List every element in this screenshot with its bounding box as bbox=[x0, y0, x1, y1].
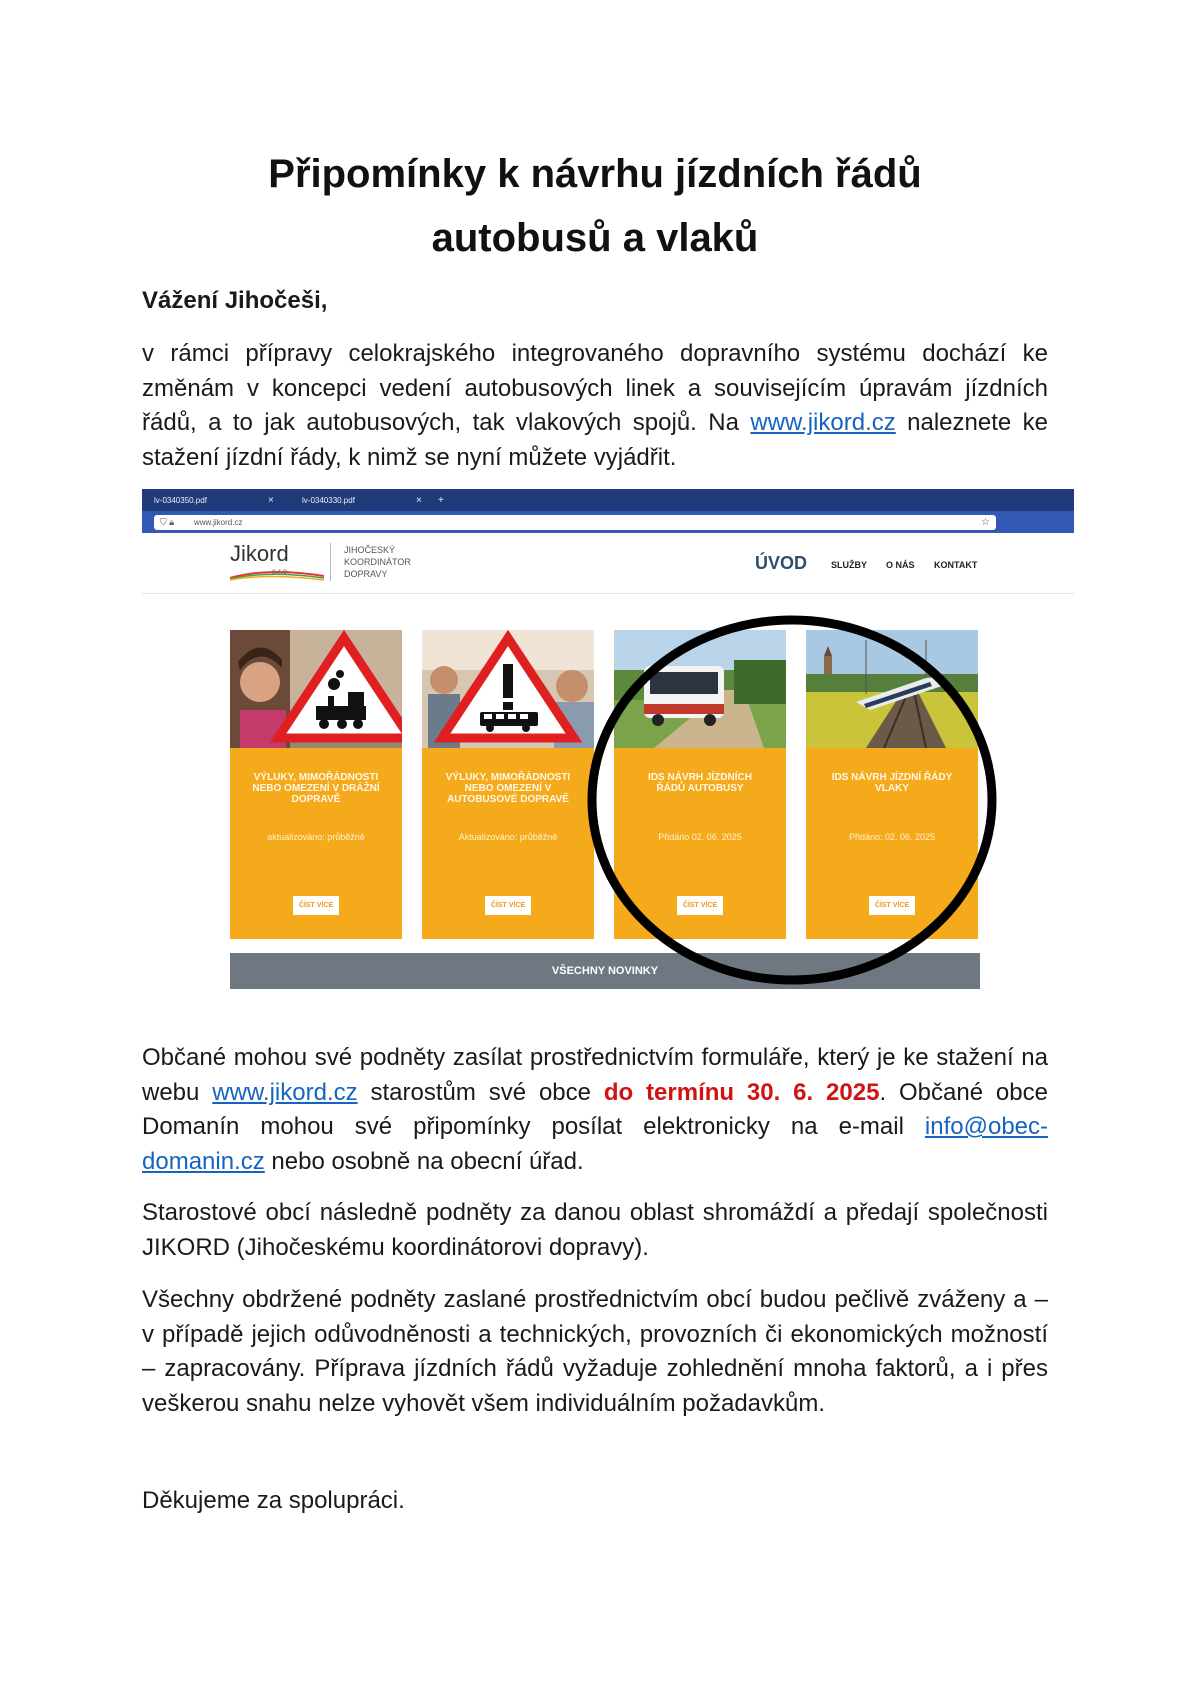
intro-text-before: v rámci přípravy celokrajského integrovaného dopravního systému dochází ke změnám v koncepci vedení autobusových linek a souvisejícím úpravám jízdních řádů, a to jak autobusových, tak vlakových spojů. Na bbox=[142, 340, 1048, 436]
website-screenshot bbox=[142, 489, 1074, 989]
browser-tab-2[interactable]: lv-0340330.pdf bbox=[302, 496, 355, 505]
closing-thanks: Děkujeme za spolupráci. bbox=[142, 1487, 405, 1514]
card-title-line: IDS NÁVRH JÍZDNÍCH bbox=[648, 772, 752, 783]
card-date: Přidáno 02. 06. 2025 bbox=[658, 832, 742, 842]
close-icon[interactable]: × bbox=[416, 495, 422, 506]
intro-text-after: naleznete ke stažení jízdní řády, k nimž se nyní můžete vyjádřit. bbox=[142, 409, 1048, 471]
star-icon[interactable]: ☆ bbox=[981, 517, 990, 528]
card-date: Aktualizováno: průběžně bbox=[458, 832, 558, 842]
nav-contact[interactable]: KONTAKT bbox=[934, 560, 978, 570]
nav-services[interactable]: SLUŽBY bbox=[831, 560, 867, 570]
close-icon[interactable]: × bbox=[268, 495, 274, 506]
document-title-line-2: autobusů a vlaků bbox=[431, 216, 759, 260]
highlight-circle bbox=[142, 489, 1074, 989]
deadline: do termínu 30. 6. 2025 bbox=[603, 1078, 880, 1106]
all-news-button[interactable]: VŠECHNY NOVINKY bbox=[230, 953, 980, 989]
card-title-line: DOPRAVĚ bbox=[291, 794, 341, 805]
shield-lock-icon: ⛉ 🔒︎ bbox=[160, 517, 175, 527]
card-title-line: VLAKY bbox=[875, 783, 909, 794]
email-link[interactable]: info@obec-domanin.cz bbox=[142, 1113, 1048, 1175]
address-bar-url: www.jikord.cz bbox=[194, 518, 243, 527]
new-tab-icon[interactable]: + bbox=[438, 495, 444, 506]
card-title-line: VÝLUKY, MIMOŘÁDNOSTI bbox=[253, 772, 379, 783]
card-title-line: NEBO OMEZENÍ V bbox=[464, 783, 552, 794]
read-more-button[interactable]: ČÍST VÍCE bbox=[869, 896, 915, 915]
intro-paragraph bbox=[142, 337, 1048, 475]
greeting: Vážení Jihočeši, bbox=[142, 287, 328, 314]
card-title-line: AUTOBUSOVÉ DOPRAVĚ bbox=[447, 794, 569, 805]
document-title-line-1: Připomínky k návrhu jízdních řádů bbox=[268, 152, 922, 196]
card-date: aktualizováno: průběžně bbox=[267, 832, 365, 842]
jikord-link[interactable]: www.jikord.cz bbox=[750, 409, 896, 436]
document-title bbox=[0, 142, 1190, 270]
instructions-text-1: Občané mohou své podněty zasílat prostřednictvím formuláře, který je ke stažení na webu bbox=[142, 1044, 1048, 1106]
nav-home[interactable]: ÚVOD bbox=[755, 553, 808, 573]
card-title-line: ŘÁDŮ AUTOBUSY bbox=[656, 783, 744, 794]
card-date: Přidáno: 02. 06. 2025 bbox=[848, 832, 936, 842]
instructions-text-2: starostům své obce bbox=[357, 1078, 604, 1106]
card-title-line: IDS NÁVRH JÍZDNÍ ŘÁDY bbox=[831, 772, 953, 783]
processing-paragraph: Všechny obdržené podněty zaslané prostřednictvím obcí budou pečlivě zváženy a – v případě jejich odůvodněnosti a technických, provozních či ekonomických možností – zapracovány. Příprava jízdních řádů vyžaduje zohlednění mnoha faktorů, a i přes veškerou snahu nelze vyhovět všem individuálním požadavkům. bbox=[142, 1286, 1048, 1417]
instructions-text-3: . Občané obce Domanín mohou své připomínky posílat elektronicky na e-mail bbox=[142, 1078, 1048, 1140]
browser-tab-1[interactable]: lv-0340350.pdf bbox=[154, 496, 207, 505]
logo-subtitle-line: DOPRAVY bbox=[344, 569, 388, 579]
logo-subtitle-line: JIHOČESKÝ bbox=[344, 545, 396, 555]
read-more-button[interactable]: ČÍST VÍCE bbox=[677, 896, 723, 915]
mayors-paragraph: Starostové obcí následně podněty za danou oblast shromáždí a předají společnosti JIKORD (Jihočeskému koordinátorovi dopravy). bbox=[142, 1199, 1048, 1261]
logo-subtitle-line: KOORDINÁTOR bbox=[344, 557, 411, 567]
logo-sro: s.r.o. bbox=[272, 567, 290, 576]
jikord-logo[interactable]: Jikord bbox=[230, 541, 289, 566]
jikord-link[interactable]: www.jikord.cz bbox=[212, 1078, 358, 1106]
instructions-text-4: nebo osobně na obecní úřad. bbox=[264, 1147, 584, 1175]
read-more-button[interactable]: ČÍST VÍCE bbox=[293, 896, 339, 915]
card-title-line: VÝLUKY, MIMOŘÁDNOSTI bbox=[445, 772, 571, 783]
card-title-line: NEBO OMEZENÍ V DRÁŽNÍ bbox=[252, 783, 380, 794]
instructions-paragraph bbox=[142, 1041, 1048, 1179]
nav-about[interactable]: O NÁS bbox=[886, 560, 915, 570]
read-more-button[interactable]: ČÍST VÍCE bbox=[485, 896, 531, 915]
